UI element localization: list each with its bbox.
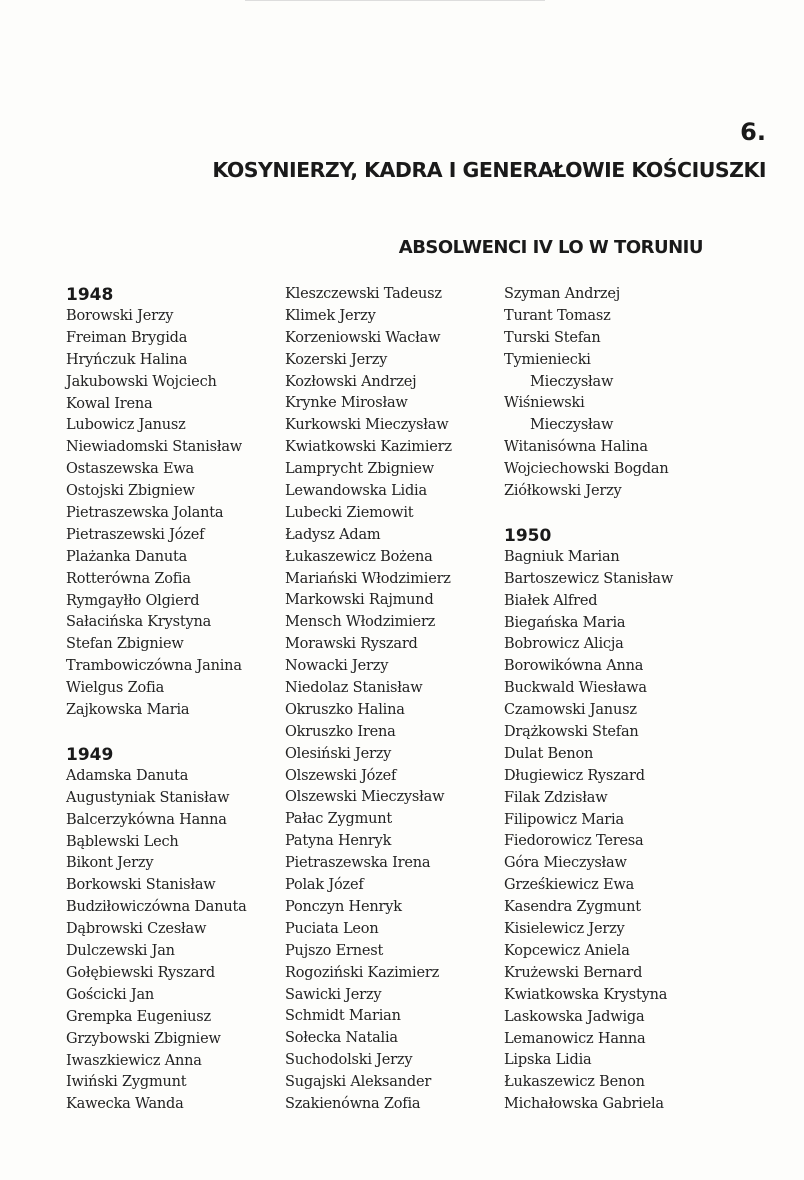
name-entry: Rogoziński Kazimierz [285,964,440,981]
name-entry: Fiedorowicz Teresa [504,833,644,850]
name-entry: Grześkiewicz Ewa [504,877,635,894]
name-entry: Schmidt Marian [285,1008,401,1025]
name-entry: Bikont Jerzy [66,855,154,872]
name-list-1949-continued [285,284,452,1116]
name-entry: Buckwald Wiesława [504,680,647,697]
name-entry: Mensch Włodzimierz [285,614,436,631]
name-entry: Bagniuk Marian [504,548,620,565]
name-entry: Adamska Danuta [66,767,189,784]
name-entry: Okruszko Irena [285,723,396,740]
name-entry: Kurkowski Mieczysław [285,417,449,434]
name-entry: Ostojski Zbigniew [66,483,195,500]
name-entry: Bartoszewicz Stanisław [504,570,674,587]
name-entry: Lamprycht Zbigniew [285,461,434,478]
name-entry: Kasendra Zygmunt [504,899,641,916]
name-entry: Freiman Brygida [66,329,188,346]
name-entry: Hryńczuk Halina [66,351,188,368]
name-entry: Grzybowski Zbigniew [66,1030,221,1047]
name-entry: Pietraszewska Irena [285,855,431,872]
name-entry: Grempka Eugeniusz [66,1008,211,1025]
name-entry: Stefan Zbigniew [66,636,184,653]
name-entry: Gościcki Jan [66,986,155,1003]
name-entry: Markowski Rajmund [285,592,434,609]
name-entry: Witanisówna Halina [504,439,648,456]
name-entry: Sawicki Jerzy [285,986,382,1003]
name-list-1949 [66,766,247,1116]
names-column-2 [285,284,452,1116]
spacer [66,722,247,744]
name-entry: Dulczewski Jan [66,943,175,960]
name-entry: Budziłowiczówna Danuta [66,899,247,916]
name-entry: Drążkowski Stefan [504,724,639,741]
name-entry: Czamowski Janusz [504,702,637,719]
name-entry: Polak Józef [285,877,364,894]
spacer [504,503,673,525]
name-entry: Borowski Jerzy [66,308,174,324]
name-entry: Plażanka Danuta [66,548,188,565]
chapter-number: 6. [740,118,766,146]
name-entry: Mieczysław [530,373,614,390]
name-entry: Dulat Benon [504,745,594,762]
name-entry: Olszewski Józef [285,767,397,784]
name-entry: Kawecka Wanda [66,1096,184,1113]
name-entry: Pałac Zygmunt [285,811,393,828]
name-entry: Olesiński Jerzy [285,745,392,762]
year-heading-1949: 1949 [66,744,114,765]
name-entry: Balcerzykówna Hanna [66,811,227,828]
name-entry: Niewiadomski Stanisław [66,439,243,456]
name-entry: Wielgus Zofia [66,680,165,697]
names-column-1 [66,284,247,1116]
name-entry: Lipska Lidia [504,1052,592,1069]
name-entry: Iwiński Zygmunt [66,1074,187,1091]
name-entry: Okruszko Halina [285,701,405,718]
name-entry: Kisielewicz Jerzy [504,921,625,938]
name-entry: Tymieniecki [504,351,591,368]
name-entry: Bąblewski Lech [66,833,179,850]
name-entry: Ponczyn Henryk [285,898,402,915]
name-entry: Patyna Henryk [285,833,392,850]
name-entry: Puciata Leon [285,920,379,937]
name-entry: Augustyniak Stanisław [66,789,230,806]
name-entry: Kopcewicz Aniela [504,942,630,959]
year-heading-1948: 1948 [66,285,114,305]
name-entry: Suchodolski Jerzy [285,1052,413,1069]
name-entry: Klimek Jerzy [285,307,376,324]
name-entry: Kwiatkowska Krystyna [504,986,668,1003]
name-entry: Kowal Irena [66,395,153,412]
name-entry: Szakienówna Zofia [285,1095,421,1112]
name-entry: Jakubowski Wojciech [66,373,217,390]
name-entry: Dąbrowski Czesław [66,921,207,938]
name-entry: Wojciechowski Bogdan [504,461,669,478]
name-entry: Ostaszewska Ewa [66,461,194,478]
name-entry: Lubecki Ziemowit [285,504,414,521]
name-entry: Sałacińska Krystyna [66,614,212,631]
name-entry: Krużewski Bernard [504,964,643,981]
name-entry: Kozłowski Andrzej [285,373,417,390]
year-heading-1950: 1950 [504,525,552,546]
name-entry: Rotterówna Zofia [66,570,191,587]
name-entry: Pietraszewska Jolanta [66,505,224,522]
name-entry: Ładysz Adam [285,526,381,543]
name-entry: Wiśniewski [504,395,585,412]
name-list-1948 [66,306,247,722]
name-entry: Kwiatkowski Kazimierz [285,439,452,456]
name-entry: Białek Alfred [504,592,598,609]
name-entry: Krynke Mirosław [285,395,408,412]
name-entry: Sołecka Natalia [285,1030,398,1047]
name-entry: Michałowska Gabriela [504,1096,664,1113]
name-entry: Olszewski Mieczysław [285,789,445,806]
name-entry: Kozerski Jerzy [285,351,388,368]
name-entry: Kleszczewski Tadeusz [285,286,442,302]
name-entry: Turski Stefan [504,329,601,346]
name-entry: Turant Tomasz [504,307,611,324]
name-entry: Mariański Włodzimierz [285,570,451,587]
name-entry: Mieczysław [530,417,614,434]
name-entry: Laskowska Jadwiga [504,1008,645,1025]
name-list-1950 [504,547,673,1116]
top-rule [245,0,545,1]
name-entry: Lemanowicz Hanna [504,1030,646,1047]
name-entry: Długiewicz Ryszard [504,767,645,784]
name-entry: Filipowicz Maria [504,811,624,828]
name-entry: Lubowicz Janusz [66,417,186,434]
name-entry: Sugajski Aleksander [285,1074,432,1091]
name-entry: Trambowiczówna Janina [66,658,242,675]
name-entry: Filak Zdzisław [504,789,608,806]
name-list-1949-end [504,284,673,503]
name-entry: Lewandowska Lidia [285,483,427,500]
name-entry: Rymgayłło Olgierd [66,592,200,609]
name-entry: Bobrowicz Alicja [504,636,624,653]
name-entry: Ziółkowski Jerzy [504,483,622,500]
name-entry: Borkowski Stanisław [66,877,216,894]
name-entry: Łukaszewicz Bożena [285,548,433,565]
name-entry: Łukaszewicz Benon [504,1074,645,1091]
name-entry: Korzeniowski Wacław [285,329,441,346]
names-column-3 [504,284,673,1116]
name-entry: Pietraszewski Józef [66,526,205,543]
name-entry: Gołębiewski Ryszard [66,964,215,981]
name-entry: Niedolaz Stanisław [285,680,423,697]
name-entry: Borowikówna Anna [504,658,644,675]
name-entry: Morawski Ryszard [285,636,418,653]
name-entry: Szyman Andrzej [504,286,621,302]
name-entry: Zajkowska Maria [66,702,190,719]
section-title: ABSOLWENCI IV LO W TORUNIU [398,237,703,258]
name-entry: Iwaszkiewicz Anna [66,1052,202,1069]
name-entry: Pujszo Ernest [285,942,384,959]
chapter-title: KOSYNIERZY, KADRA I GENERAŁOWIE KOŚCIUSZKI [212,158,766,182]
name-entry: Nowacki Jerzy [285,658,389,675]
name-entry: Góra Mieczysław [504,855,627,872]
name-entry: Biegańska Maria [504,614,626,631]
